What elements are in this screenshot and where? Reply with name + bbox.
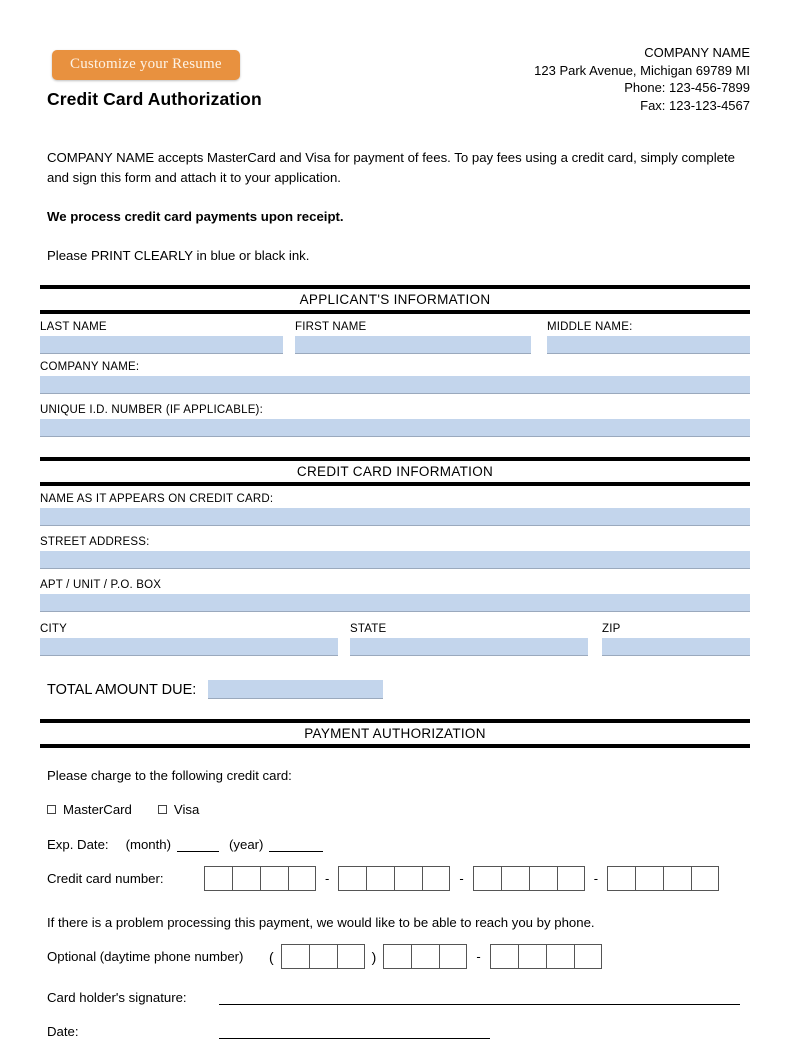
- applicant-information-fields: [40, 321, 750, 437]
- phone-digit-cell[interactable]: [411, 944, 439, 969]
- cc-digit-cell[interactable]: [529, 866, 557, 891]
- field-apt-unit: [40, 579, 750, 612]
- signature-row: [47, 990, 742, 1005]
- input-unique-id[interactable]: [40, 419, 750, 437]
- cc-digit-group-2: [338, 866, 450, 891]
- phone-separator: -: [476, 949, 481, 964]
- cc-digit-cell[interactable]: [204, 866, 232, 891]
- section-header-credit-card-information: CREDIT CARD INFORMATION: [40, 457, 750, 486]
- cc-digit-cell[interactable]: [232, 866, 260, 891]
- checkbox-mastercard[interactable]: [47, 802, 132, 817]
- card-type-checkbox-row: [47, 802, 742, 817]
- field-label-exp-date: Exp. Date:: [47, 837, 109, 852]
- input-total-amount-due[interactable]: [208, 680, 383, 699]
- cc-digit-cell[interactable]: [635, 866, 663, 891]
- field-label-exp-month: (month): [125, 837, 172, 852]
- field-label-name-on-card: NAME AS IT APPEARS ON CREDIT CARD:: [40, 493, 274, 505]
- field-label-company-name: COMPANY NAME:: [40, 361, 140, 373]
- phone-digit-cell[interactable]: [439, 944, 467, 969]
- company-name: COMPANY NAME: [644, 45, 750, 60]
- input-date[interactable]: [219, 1025, 490, 1039]
- intro-paragraph-3: Please PRINT CLEARLY in blue or black ink.: [47, 248, 310, 263]
- field-label-last-name: LAST NAME: [40, 321, 107, 333]
- cc-digit-cell[interactable]: [557, 866, 585, 891]
- intro-paragraph-2: We process credit card payments upon receipt.: [47, 209, 344, 224]
- phone-prefix-group: [383, 944, 467, 969]
- field-label-city: CITY: [40, 623, 67, 635]
- phone-area-code-group: [281, 944, 365, 969]
- cc-separator: -: [593, 871, 599, 886]
- company-phone: Phone: 123-456-7899: [624, 80, 750, 95]
- cc-digit-cell[interactable]: [473, 866, 501, 891]
- page-header: [40, 0, 750, 120]
- cc-separator: -: [325, 871, 330, 886]
- field-label-middle-name: MIDDLE NAME:: [547, 321, 633, 333]
- field-zip: [602, 623, 750, 656]
- cc-digit-cell[interactable]: [501, 866, 529, 891]
- date-row: [47, 1024, 742, 1039]
- city-state-zip-row: [40, 623, 750, 656]
- field-label-exp-year: (year): [229, 837, 264, 852]
- phone-digit-cell[interactable]: [574, 944, 602, 969]
- checkbox-label-visa: Visa: [173, 802, 200, 817]
- phone-digit-cell[interactable]: [518, 944, 546, 969]
- cc-digit-cell[interactable]: [422, 866, 450, 891]
- cc-digit-cell[interactable]: [288, 866, 316, 891]
- input-city[interactable]: [40, 638, 338, 656]
- field-city: [40, 623, 338, 656]
- cc-digit-group-3: [473, 866, 585, 891]
- field-label-daytime-phone: Optional (daytime phone number): [47, 949, 244, 964]
- field-company-name: [40, 361, 750, 394]
- field-label-date: Date:: [47, 1024, 79, 1039]
- phone-contact-note: If there is a problem processing this payment, we would like to be able to reach you by phone.: [47, 915, 595, 930]
- charge-instruction-text: Please charge to the following credit card:: [47, 768, 292, 783]
- intro-text-block: [40, 148, 750, 266]
- input-signature[interactable]: [219, 991, 740, 1005]
- cc-digit-cell[interactable]: [338, 866, 366, 891]
- checkbox-label-mastercard: MasterCard: [63, 802, 132, 817]
- spacer: [588, 623, 602, 656]
- phone-digit-cell[interactable]: [281, 944, 309, 969]
- expiration-date-row: [47, 837, 742, 852]
- checkbox-square-icon[interactable]: [47, 805, 56, 814]
- credit-card-information-fields: [40, 493, 750, 699]
- spacer: [283, 321, 295, 354]
- phone-open-paren: (: [269, 948, 274, 965]
- input-last-name[interactable]: [40, 336, 283, 354]
- company-address: 123 Park Avenue, Michigan 69789 MI: [534, 62, 750, 78]
- field-name-on-card: [40, 493, 750, 526]
- field-label-state: STATE: [350, 623, 387, 635]
- cc-separator: -: [459, 871, 464, 886]
- company-fax: Fax: 123-123-4567: [640, 97, 750, 113]
- applicant-name-row: [40, 321, 750, 354]
- credit-card-number-row: [47, 866, 742, 891]
- input-apt-unit[interactable]: [40, 594, 750, 612]
- input-middle-name[interactable]: [547, 336, 750, 354]
- field-label-zip: ZIP: [602, 623, 621, 635]
- field-label-signature: Card holder's signature:: [47, 990, 187, 1005]
- field-middle-name: [547, 321, 750, 354]
- cc-digit-group-4: [607, 866, 719, 891]
- field-unique-id: [40, 404, 750, 437]
- cc-digit-group-1: [204, 866, 316, 891]
- input-street-address[interactable]: [40, 551, 750, 569]
- field-state: [350, 623, 588, 656]
- page-title: Credit Card Authorization: [47, 89, 262, 109]
- checkbox-square-icon[interactable]: [158, 805, 167, 814]
- input-first-name[interactable]: [295, 336, 531, 354]
- cc-digit-cell[interactable]: [394, 866, 422, 891]
- phone-digit-cell[interactable]: [546, 944, 574, 969]
- phone-digit-cell[interactable]: [490, 944, 518, 969]
- cc-digit-cell[interactable]: [691, 866, 719, 891]
- section-header-payment-authorization: PAYMENT AUTHORIZATION: [40, 719, 750, 748]
- field-first-name: [295, 321, 531, 354]
- phone-digit-cell[interactable]: [309, 944, 337, 969]
- field-last-name: [40, 321, 283, 354]
- section-header-applicant-information: APPLICANT'S INFORMATION: [40, 285, 750, 314]
- input-state[interactable]: [350, 638, 588, 656]
- phone-close-paren: ): [371, 948, 377, 965]
- phone-digit-cell[interactable]: [383, 944, 411, 969]
- phone-line-number-group: [490, 944, 602, 969]
- company-info-block: [534, 44, 750, 114]
- field-label-credit-card-number: Credit card number:: [47, 871, 164, 886]
- field-label-total-amount-due: TOTAL AMOUNT DUE:: [47, 681, 197, 698]
- field-street-address: [40, 536, 750, 569]
- cc-digit-cell[interactable]: [663, 866, 691, 891]
- cc-digit-cell[interactable]: [607, 866, 635, 891]
- input-name-on-card[interactable]: [40, 508, 750, 526]
- field-label-apt-unit: APT / UNIT / P.O. BOX: [40, 579, 162, 591]
- input-exp-year[interactable]: [269, 839, 323, 852]
- checkbox-visa[interactable]: [158, 802, 199, 817]
- field-label-first-name: FIRST NAME: [295, 321, 367, 333]
- spacer: [531, 321, 547, 354]
- payment-authorization-body: [40, 766, 750, 1039]
- spacer: [338, 623, 350, 656]
- field-label-street-address: STREET ADDRESS:: [40, 536, 150, 548]
- cc-digit-cell[interactable]: [260, 866, 288, 891]
- total-amount-due-row: [40, 680, 750, 699]
- input-company-name[interactable]: [40, 376, 750, 394]
- intro-paragraph-1: COMPANY NAME accepts MasterCard and Visa for payment of fees. To pay fees using a credit card, simply complete and sign this form and attach it to your application.: [47, 150, 736, 185]
- daytime-phone-row: [47, 944, 742, 969]
- field-label-unique-id: UNIQUE I.D. NUMBER (IF APPLICABLE):: [40, 404, 263, 416]
- customize-resume-button[interactable]: Customize your Resume: [52, 50, 240, 80]
- input-exp-month[interactable]: [177, 839, 219, 852]
- phone-digit-cell[interactable]: [337, 944, 365, 969]
- input-zip[interactable]: [602, 638, 750, 656]
- cc-digit-cell[interactable]: [366, 866, 394, 891]
